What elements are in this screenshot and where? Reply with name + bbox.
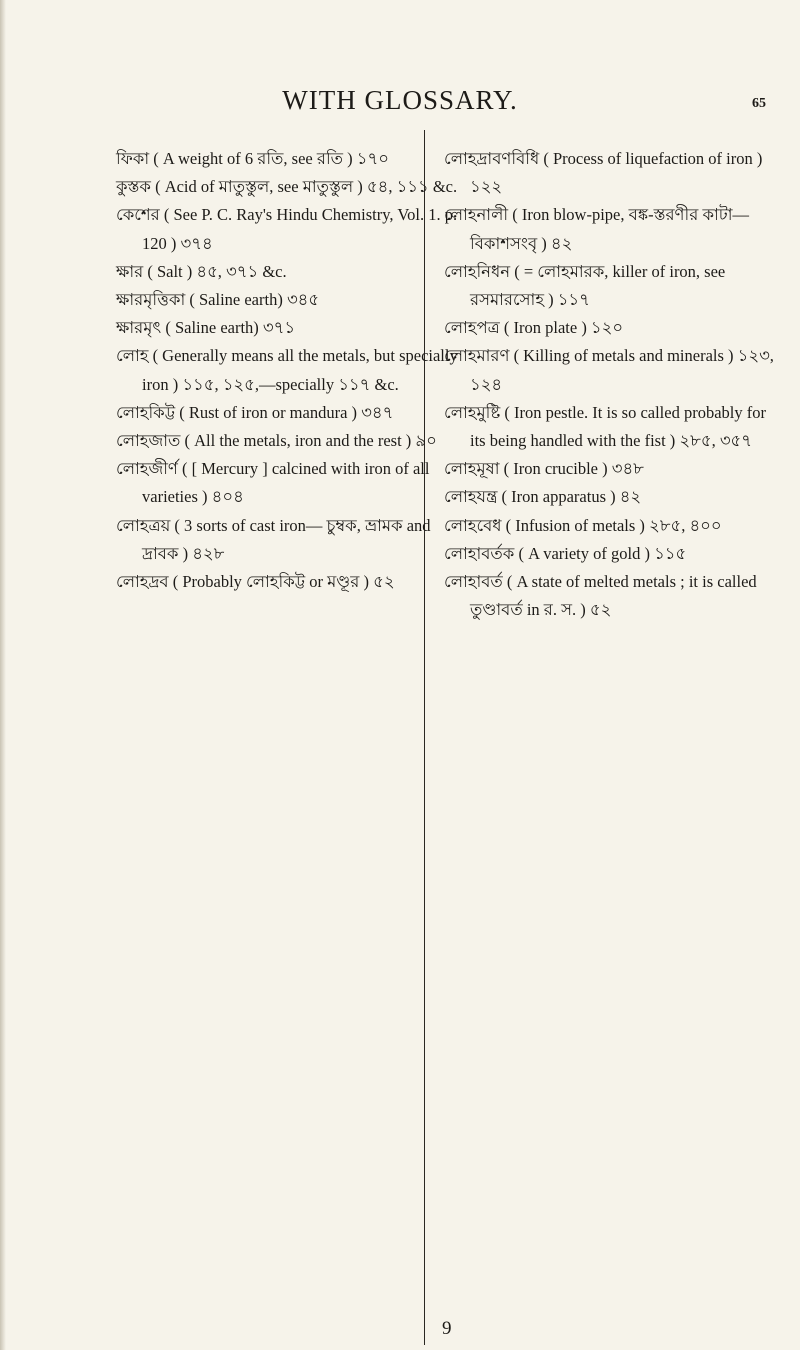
running-head xyxy=(0,85,800,116)
glossary-entry: ক্ষার ( Salt ) ৪৫, ৩৭১ &c. xyxy=(116,261,287,281)
glossary-column-right xyxy=(444,145,784,624)
glossary-entry: লোহত্রয় ( 3 sorts of cast iron— চুম্বক, ভ্রামক and দ্রাবক ) ৪২৮ xyxy=(116,515,431,563)
glossary-entry: লোহাবর্তক ( A variety of gold ) ১১৫ xyxy=(444,543,687,563)
glossary-entry: লোহপত্র ( Iron plate ) ১২০ xyxy=(444,318,624,338)
glossary-entry: লোহযন্ত্র ( Iron apparatus ) ৪২ xyxy=(444,487,642,507)
glossary-entry: ক্ষারমৃত্তিকা ( Saline earth) ৩৪৫ xyxy=(116,290,320,310)
running-head-title: WITH GLOSSARY. xyxy=(282,85,518,115)
glossary-entry: লোহনালী ( Iron blow-pipe, বঙ্ক-স্তরণীর কাটা—বিকাশসংবৃ ) ৪২ xyxy=(444,205,750,253)
glossary-entry: লোহাবর্ত ( A state of melted metals ; it is called তুণ্ডাবর্ত in র. স. ) ৫২ xyxy=(444,572,757,620)
glossary-entry: লোহকিট্ট ( Rust of iron or mandura ) ৩৪৭ xyxy=(116,402,394,422)
glossary-entry: লোহমুষ্টি ( Iron pestle. It is so called probably for its being handled with the fist ) ২৮৫, ৩৫৭ xyxy=(444,402,766,451)
glossary-column-left xyxy=(116,145,458,596)
signature-mark: 9 xyxy=(442,1318,452,1339)
glossary-entry: লোহমূষা ( Iron crucible ) ৩৪৮ xyxy=(444,459,644,479)
glossary-entry: লোহনিধন ( = লোহমারক, killer of iron, see রসমারসোহ ) ১১৭ xyxy=(444,261,726,310)
glossary-entry: লোহজীর্ণ ( [ Mercury ] calcined with iron of all varieties ) ৪০৪ xyxy=(116,459,430,507)
glossary-entry: লোহদ্রব ( Probably লোহকিট্ট or মণ্ডূর ) ৫২ xyxy=(116,572,395,592)
glossary-entry: কেশের ( See P. C. Ray's Hindu Chemistry, Vol. 1. p. 120 ) ৩৭৪ xyxy=(116,205,458,253)
glossary-entry: লোহজাত ( All the metals, iron and the rest ) ৯০ xyxy=(116,431,437,451)
glossary-entry: লোহবেধ ( Infusion of metals ) ২৮৫, ৪০০ xyxy=(444,515,722,535)
page-edge-shadow xyxy=(0,0,6,1350)
glossary-entry: ক্ষারমৃৎ ( Saline earth) ৩৭১ xyxy=(116,318,296,338)
glossary-entry: লোহদ্রাবণবিধি ( Process of liquefaction of iron ) ১২২ xyxy=(444,149,763,197)
glossary-entry: ফিকা ( A weight of 6 রতি, see রতি ) ১৭০ xyxy=(116,149,389,168)
page-number: 65 xyxy=(752,96,766,111)
glossary-entry: লোহমারণ ( Killing of metals and minerals ) ১২৩, ১২৪ xyxy=(444,346,774,394)
glossary-entry: লোহ ( Generally means all the metals, but specially iron ) ১১৫, ১২৫,—specially ১১৭ &c. xyxy=(116,346,458,394)
glossary-entry: কুস্তক ( Acid of মাতুস্তুল, see মাতুস্তুল ) ৫৪, ১১১ &c. xyxy=(116,177,458,197)
